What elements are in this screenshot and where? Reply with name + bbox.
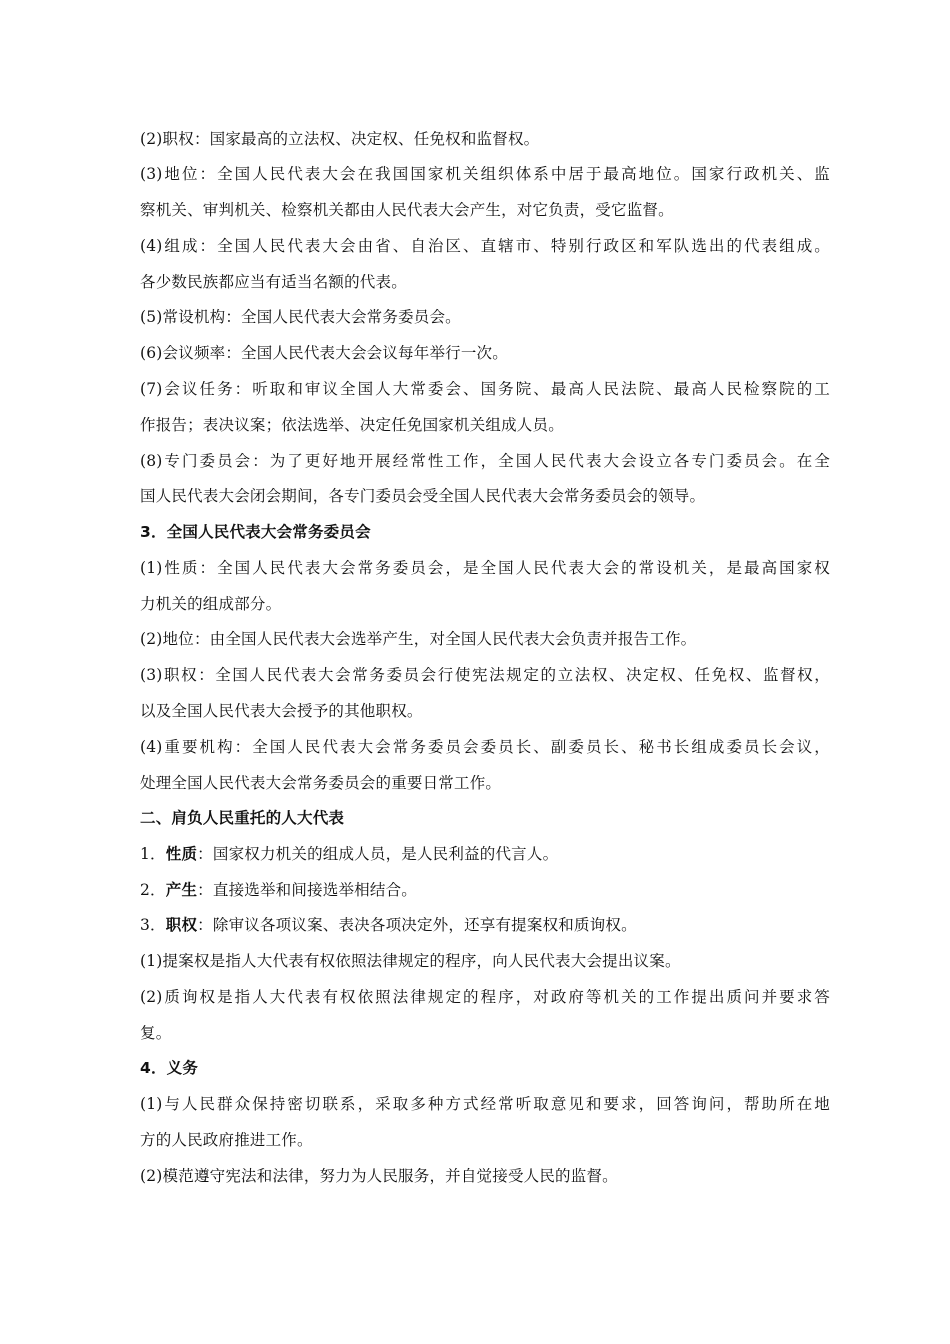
item-label: 产生 — [165, 881, 198, 899]
text-line: (3)地位：全国人民代表大会在我国国家机关组织体系中居于最高地位。国家行政机关、监 — [140, 165, 830, 183]
text-line: (2)模范遵守宪法和法律，努力为人民服务，并自觉接受人民的监督。 — [140, 1167, 618, 1185]
text-line: (2)职权：国家最高的立法权、决定权、任免权和监督权。 — [140, 130, 540, 148]
item-number: 3． — [140, 916, 166, 934]
text-line: (1)提案权是指人大代表有权依照法律规定的程序，向人民代表大会提出议案。 — [140, 952, 681, 970]
section-heading: 3．全国人民代表大会常务委员会 — [140, 523, 371, 541]
text-line: (5)常设机构：全国人民代表大会常务委员会。 — [140, 308, 461, 326]
text-line: (7)会议任务：听取和审议全国人大常委会、国务院、最高人民法院、最高人民检察院的工 — [140, 380, 830, 398]
text-line: 力机关的组成部分。 — [140, 595, 282, 613]
text-line: (6)会议频率：全国人民代表大会会议每年举行一次。 — [140, 344, 508, 362]
text-line: (4)重要机构：全国人民代表大会常务委员会委员长、副委员长、秘书长组成委员长会议， — [140, 738, 830, 756]
text-line: 察机关、审判机关、检察机关都由人民代表大会产生，对它负责，受它监督。 — [140, 201, 674, 219]
item-number: 2． — [140, 881, 166, 899]
text-line: (2)质询权是指人大代表有权依照法律规定的程序，对政府等机关的工作提出质问并要求答 — [140, 988, 830, 1006]
text-line: 以及全国人民代表大会授予的其他职权。 — [140, 702, 423, 720]
item-label: 职权 — [165, 916, 198, 934]
text-line: (1)与人民群众保持密切联系，采取多种方式经常听取意见和要求，回答询问，帮助所在地 — [140, 1095, 830, 1113]
text-line: (8)专门委员会：为了更好地开展经常性工作，全国人民代表大会设立各专门委员会。在全 — [140, 452, 830, 470]
text-line: 国人民代表大会闭会期间，各专门委员会受全国人民代表大会常务委员会的领导。 — [140, 487, 706, 505]
text-line — [140, 879, 830, 901]
item-label: 性质 — [165, 845, 198, 863]
item-text: ：直接选举和间接选举相结合。 — [197, 881, 417, 899]
text-line: (3)职权：全国人民代表大会常务委员会行使宪法规定的立法权、决定权、任免权、监督权， — [140, 666, 830, 684]
item-text: ：除审议各项议案、表决各项决定外，还享有提案权和质询权。 — [197, 916, 637, 934]
section-heading: 二、肩负人民重托的人大代表 — [140, 809, 345, 827]
text-line: 复。 — [140, 1024, 172, 1042]
text-line: (2)地位：由全国人民代表大会选举产生，对全国人民代表大会负责并报告工作。 — [140, 630, 697, 648]
text-line: 作报告；表决议案；依法选举、决定任免国家机关组成人员。 — [140, 416, 564, 434]
text-line: (1)性质：全国人民代表大会常务委员会，是全国人民代表大会的常设机关，是最高国家权 — [140, 559, 830, 577]
text-line — [140, 843, 830, 865]
item-text: ：国家权力机关的组成人员，是人民利益的代言人。 — [197, 845, 559, 863]
text-line: 方的人民政府推进工作。 — [140, 1131, 313, 1149]
text-line — [140, 914, 830, 936]
text-line: 各少数民族都应当有适当名额的代表。 — [140, 273, 407, 291]
section-heading: 4．义务 — [140, 1059, 199, 1077]
text-line: (4)组成：全国人民代表大会由省、自治区、直辖市、特别行政区和军队选出的代表组成。 — [140, 237, 830, 255]
item-number: 1． — [140, 845, 166, 863]
text-line: 处理全国人民代表大会常务委员会的重要日常工作。 — [140, 774, 502, 792]
